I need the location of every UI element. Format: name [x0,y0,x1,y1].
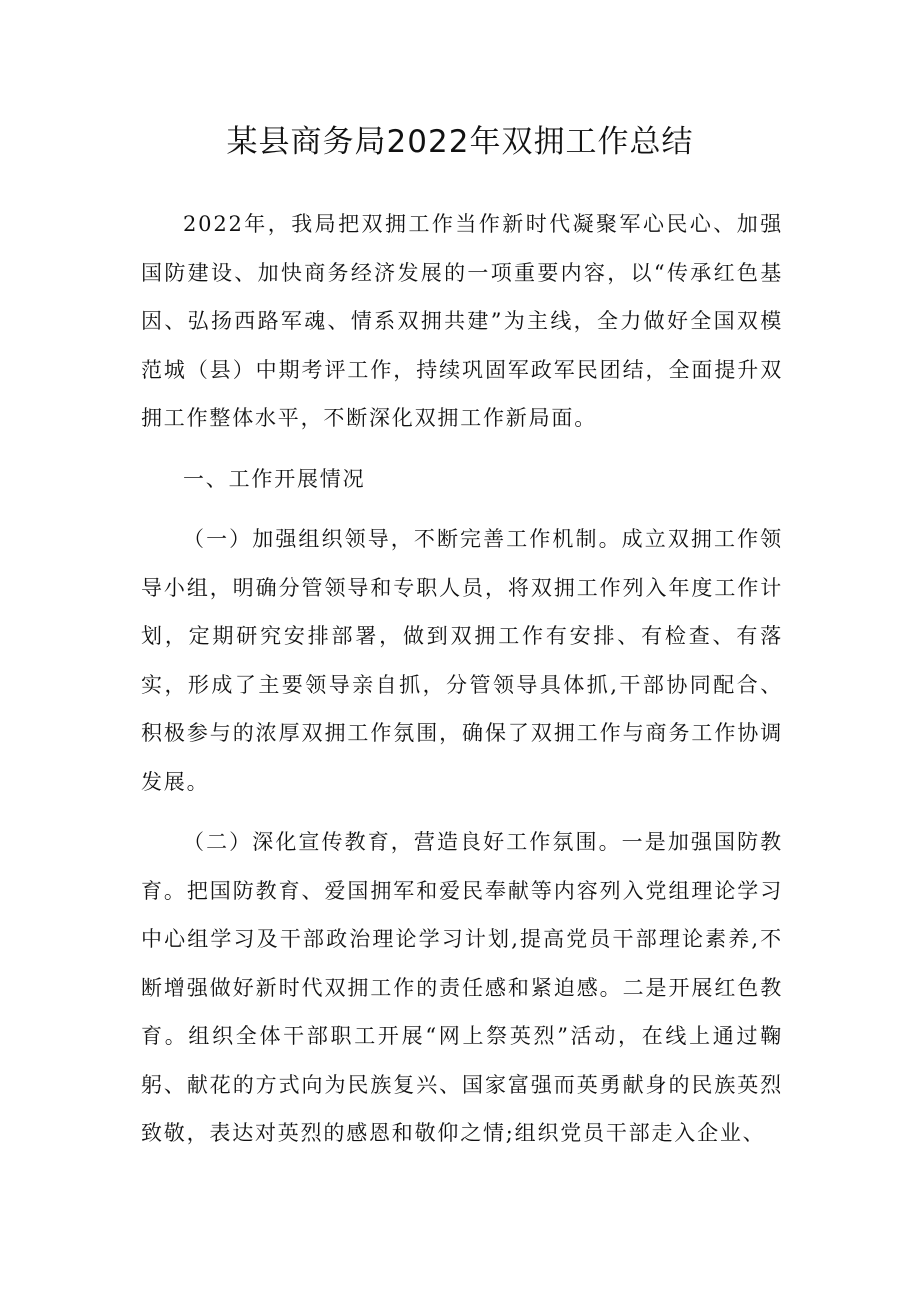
document-title: 某县商务局2022年双拥工作总结 [226,124,694,160]
paragraph-organization: （一）加强组织领导，不断完善工作机制。成立双拥工作领导小组，明确分管领导和专职人员，将双拥工作列入年度工作计划，定期研究安排部署，做到双拥工作有安排、有检查、有落实，形成了主要领导亲自抓，分管领导具体抓,干部协同配合、积极参与的浓厚双拥工作氛围，确保了双拥工作与商务工作协调发展。 [141,527,783,794]
paragraph-intro: 2022年，我局把双拥工作当作新时代凝聚军心民心、加强国防建设、加快商务经济发展的一项重要内容，以“传承红色基因、弘扬西路军魂、情系双拥共建”为主线，全力做好全国双模范城（县）中期考评工作，持续巩固军政军民团结，全面提升双拥工作整体水平，不断深化双拥工作新局面。 [141,212,783,430]
section-heading-work-progress: 一、工作开展情况 [183,466,366,491]
document-body [141,200,783,1158]
paragraph-publicity: （二）深化宣传教育，营造良好工作氛围。一是加强国防教育。把国防教育、爱国拥军和爱民奉献等内容列入党组理论学习中心组学习及干部政治理论学习计划,提高党员干部理论素养,不断增强做好新时代双拥工作的责任感和紧迫感。二是开展红色教育。组织全体干部职工开展“网上祭英烈”活动，在线上通过鞠躬、献花的方式向为民族复兴、国家富强而英勇献身的民族英烈致敬，表达对英烈的感恩和敬仰之情;组织党员干部走入企业、 [141,830,783,1145]
